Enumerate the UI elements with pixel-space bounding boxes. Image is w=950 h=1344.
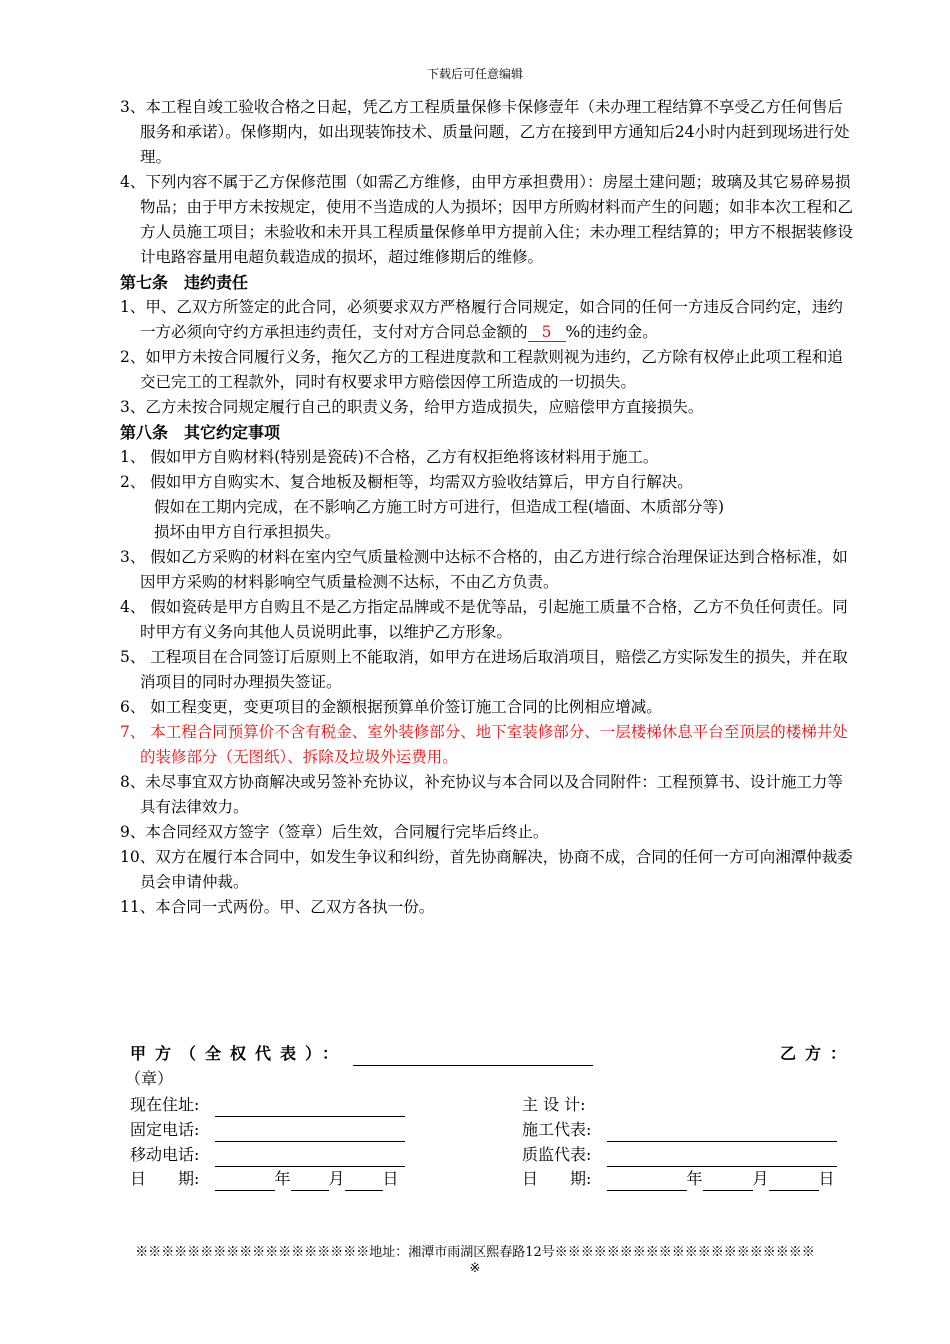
date-right-year-field[interactable] bbox=[607, 1172, 687, 1191]
party-a-row bbox=[130, 1042, 593, 1066]
designer-label: 主 设 计: bbox=[522, 1095, 586, 1114]
phone-label: 固定电话: bbox=[130, 1120, 200, 1139]
address-row bbox=[130, 1093, 405, 1117]
article-7-item-1-end: 的违约金。 bbox=[580, 323, 658, 341]
party-b-label: 乙方： bbox=[780, 1044, 856, 1063]
phone-row bbox=[130, 1118, 405, 1142]
designer-row bbox=[522, 1093, 586, 1117]
date-right-day-label: 日 bbox=[818, 1169, 835, 1188]
date-left-month-field[interactable] bbox=[291, 1172, 329, 1191]
penalty-percent-field: 5 bbox=[528, 323, 566, 342]
footer-mark: ※ bbox=[469, 1261, 481, 1276]
date-left-year-label: 年 bbox=[274, 1169, 291, 1188]
date-right-month-label: 月 bbox=[752, 1169, 769, 1188]
date-left-label: 日 期: bbox=[130, 1169, 200, 1188]
article-7-item-2: 2、如甲方未按合同履行义务，拖欠乙方的工程进度款和工程款则视为违约，乙方除有权停止此项工程和追交已完工的工程款外，同时有权要求甲方赔偿因停工所造成的一切损失。 bbox=[120, 348, 843, 391]
page-header: 下载后可任意编辑 bbox=[426, 67, 523, 81]
date-right-year-label: 年 bbox=[686, 1169, 703, 1188]
article-8-title: 第八条 其它约定事项 bbox=[120, 423, 281, 442]
warranty-item-3: 3、本工程自竣工验收合格之日起，凭乙方工程质量保修卡保修壹年（未办理工程结算不享受乙方任何售后服务和承诺）。保修期内，如出现装饰技术、质量问题，乙方在接到甲方通知后24小时内赶到现场进行处理。 bbox=[120, 98, 850, 166]
date-left-month-label: 月 bbox=[328, 1169, 345, 1188]
article-8-item-7: 7、 本工程合同预算价不含有税金、室外装修部分、地下室装修部分、一层楼梯休息平台至顶层的楼梯井处的装修部分（无图纸）、拆除及垃圾外运费用。 bbox=[120, 723, 848, 766]
article-7-item-1-text: 1、甲、乙双方所签定的此合同，必须要求双方严格履行合同规定，如合同的任何一方违反合同约定，违约一方必须向守约方承担违约责任，支付对方合同总金额的 bbox=[120, 298, 843, 341]
date-right-day-field[interactable] bbox=[769, 1172, 819, 1191]
contract-body bbox=[120, 95, 855, 920]
article-7-item-1 bbox=[120, 295, 855, 345]
qc-rep-label: 质监代表: bbox=[522, 1145, 592, 1164]
phone-field[interactable] bbox=[215, 1123, 405, 1142]
seal-label: （章） bbox=[125, 1069, 174, 1088]
warranty-item-4: 4、下列内容不属于乙方保修范围（如需乙方维修，由甲方承担费用）：房屋土建问题；玻璃及其它易碎易损物品；由于甲方未按规定，使用不当造成的人为损坏；因甲方所购材料而产生的问题；如非本次工程和乙方人员施工项目；未验收和未开具工程质量保修单甲方提前入住；未办理工程结算的；甲方不根据装修设计电路容量用电超负载造成的损坏，超过维修期后的维修。 bbox=[120, 173, 854, 266]
qc-rep-field[interactable] bbox=[607, 1148, 837, 1167]
date-left-row bbox=[130, 1167, 399, 1191]
construction-rep-field[interactable] bbox=[607, 1123, 837, 1142]
construction-rep-row bbox=[522, 1118, 837, 1142]
date-left-day-field[interactable] bbox=[345, 1172, 383, 1191]
construction-rep-label: 施工代表: bbox=[522, 1120, 592, 1139]
article-8-item-3: 3、 假如乙方采购的材料在室内空气质量检测中达标不合格的，由乙方进行综合治理保证达到合格标准，如因甲方采购的材料影响空气质量检测不达标，不由乙方负责。 bbox=[120, 548, 848, 591]
percent-sign: % bbox=[565, 323, 581, 341]
article-8-item-6: 6、 如工程变更，变更项目的金额根据预算单价签订施工合同的比例相应增减。 bbox=[120, 698, 662, 716]
qc-rep-row bbox=[522, 1143, 837, 1167]
article-8-item-2-sub-1: 假如在工期内完成，在不影响乙方施工时方可进行，但造成工程(墙面、木质部分等) bbox=[154, 498, 725, 516]
party-a-label: 甲方（全权代表）： bbox=[130, 1044, 348, 1063]
date-left-year-field[interactable] bbox=[215, 1172, 275, 1191]
article-8-item-9: 9、本合同经双方签字（签章）后生效，合同履行完毕后终止。 bbox=[120, 823, 549, 841]
mobile-label: 移动电话: bbox=[130, 1145, 200, 1164]
page-footer bbox=[0, 1245, 950, 1277]
mobile-row bbox=[130, 1143, 405, 1167]
article-8-item-8: 8、未尽事宜双方协商解决或另签补充协议，补充协议与本合同以及合同附件：工程预算书、设计施工力等具有法律效力。 bbox=[120, 773, 843, 816]
footer-address: ※※※※※※※※※※※※※※※※※※地址：湘潭市雨湖区熙春路12号※※※※※※※※※※※※※※※※※※※※ bbox=[135, 1245, 815, 1260]
article-8-item-2-sub-2: 损坏由甲方自行承担损失。 bbox=[154, 523, 341, 541]
address-label: 现在住址: bbox=[130, 1095, 200, 1114]
mobile-field[interactable] bbox=[215, 1148, 405, 1167]
date-right-row bbox=[522, 1167, 835, 1191]
article-7-item-3: 3、乙方未按合同规定履行自己的职责义务，给甲方造成损失，应赔偿甲方直接损失。 bbox=[120, 398, 704, 416]
date-right-label: 日 期: bbox=[522, 1169, 592, 1188]
party-a-signature-line[interactable] bbox=[353, 1047, 593, 1066]
article-8-item-11: 11、本合同一式两份。甲、乙双方各执一份。 bbox=[120, 898, 435, 916]
article-8-item-10: 10、双方在履行本合同中，如发生争议和纠纷，首先协商解决，协商不成，合同的任何一方可向湘潭仲裁委员会申请仲裁。 bbox=[120, 848, 853, 891]
date-right-month-field[interactable] bbox=[703, 1172, 753, 1191]
article-8-item-4: 4、 假如瓷砖是甲方自购且不是乙方指定品牌或不是优等品，引起施工质量不合格，乙方不负任何责任。同时甲方有义务向其他人员说明此事，以维护乙方形象。 bbox=[120, 598, 848, 641]
article-8-item-2: 2、 假如甲方自购实木、复合地板及橱柜等，均需双方验收结算后，甲方自行解决。 bbox=[120, 473, 693, 491]
article-7-title: 第七条 违约责任 bbox=[120, 273, 249, 292]
article-8-item-1: 1、 假如甲方自购材料(特别是瓷砖)不合格，乙方有权拒绝将该材料用于施工。 bbox=[120, 448, 659, 466]
article-8-item-5: 5、 工程项目在合同签订后原则上不能取消，如甲方在进场后取消项目，赔偿乙方实际发生的损失，并在取消项目的同时办理损失签证。 bbox=[120, 648, 848, 691]
address-field[interactable] bbox=[215, 1098, 405, 1117]
date-left-day-label: 日 bbox=[382, 1169, 399, 1188]
party-b-row bbox=[780, 1042, 855, 1066]
